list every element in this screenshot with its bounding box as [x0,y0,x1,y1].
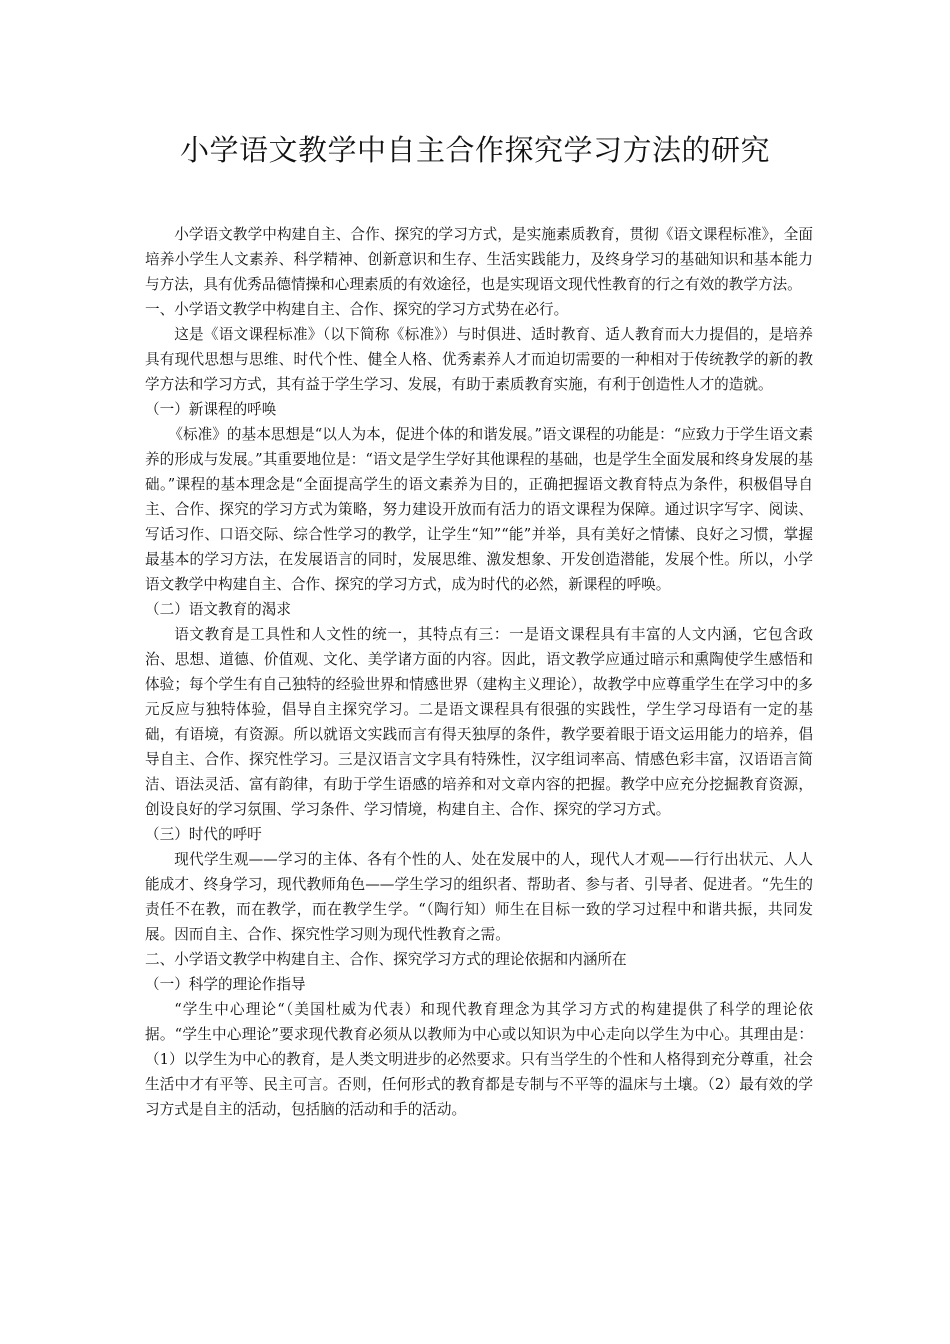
section-heading-1: 一、小学语文教学中构建自主、合作、探究的学习方式势在必行。 [145,301,569,318]
intro-paragraph: 小学语文教学中构建自主、合作、探究的学习方式，是实施素质教育，贯彻《语文课程标准》，全面培养小学生人文素养、科学精神、创新意识和生存、生活实践能力，及终身学习的基础知识和基本能力与方法，具有优秀品德情操和心理素质的有效途径，也是实现语文现代性教育的行之有效的教学方法。 [145,226,813,293]
section-1-paragraph: 这是《语文课程标准》（以下简称《标准》）与时俱进、适时教育、适人教育而大力提倡的，是培养具有现代思想与思维、时代个性、健全人格、优秀素养人才而迫切需要的一种相对于传统教学的新的教学方法和学习方式，其有益于学生学习、发展，有助于素质教育实施，有利于创造性人才的造就。 [145,326,813,393]
subsection-heading-1-1: （一）新课程的呼唤 [145,401,277,418]
section-heading-2: 二、小学语文教学中构建自主、合作、探究学习方式的理论依据和内涵所在 [145,951,627,968]
document-title: 小学语文教学中自主合作探究学习方法的研究 [179,133,770,167]
subsection-heading-2-1: （一）科学的理论作指导 [145,976,306,993]
subsection-1-3-paragraph: 现代学生观——学习的主体、各有个性的人、处在发展中的人，现代人才观——行行出状元、人人能成才、终身学习，现代教师角色——学生学习的组织者、帮助者、参与者、引导者、促进者。“先生的责任不在教，而在教学，而在教学生学。“（陶行知）师生在目标一致的学习过程中和谐共振，共同发展。因而自主、合作、探究性学习则为现代性教育之需。 [145,851,813,943]
subsection-1-2-paragraph: 语文教育是工具性和人文性的统一，其特点有三：一是语文课程具有丰富的人文内涵，它包含政治、思想、道德、价值观、文化、美学诸方面的内容。因此，语文教学应通过暗示和熏陶使学生感悟和体验；每个学生有自己独特的经验世界和情感世界（建构主义理论），故教学中应尊重学生在学习中的多元反应与独特体验，倡导自主探究学习。二是语文课程具有很强的实践性，学生学习母语有一定的基础，有语境，有资源。所以就语文实践而言有得天独厚的条件，教学要着眼于语文运用能力的培养，倡导自主、合作、探究性学习。三是汉语言文字具有特殊性，汉字组词率高、情感色彩丰富，汉语语言简洁、语法灵活、富有韵律，有助于学生语感的培养和对文章内容的把握。教学中应充分挖掘教育资源，创设良好的学习氛围、学习条件、学习情境，构建自主、合作、探究的学习方式。 [145,626,813,818]
subsection-2-1-paragraph: “学生中心理论“（美国杜威为代表）和现代教育理念为其学习方式的构建提供了科学的理论依据。“学生中心理论”要求现代教育必须从以教师为中心或以知识为中心走向以学生为中心。其理由是：（1）以学生为中心的教育，是人类文明进步的必然要求。只有当学生的个性和人格得到充分尊重，社会生活中才有平等、民主可言。否则，任何形式的教育都是专制与不平等的温床与土壤。（2）最有效的学习方式是自主的活动，包括脑的活动和手的活动。 [145,1001,813,1118]
subsection-heading-1-2: （二）语文教育的渴求 [145,601,291,618]
subsection-heading-1-3: （三）时代的呼吁 [145,826,262,843]
subsection-1-1-paragraph: 《标准》的基本思想是“以人为本，促进个体的和谐发展。”语文课程的功能是：“应致力于学生语文素养的形成与发展。”其重要地位是：“语文是学生学好其他课程的基础，也是学生全面发展和终身发展的基础。”课程的基本理念是“全面提高学生的语文素养为目的，正确把握语文教育特点为条件，积极倡导自主、合作、探究的学习方式为策略，努力建设开放而有活力的语文课程为保障。通过识字写字、阅读、写话习作、口语交际、综合性学习的教学，让学生“知”“能”并举，具有美好之情愫、良好之习惯，掌握最基本的学习方法，在发展语言的同时，发展思维、激发想象、开发创造潜能，发展个性。所以，小学语文教学中构建自主、合作、探究的学习方式，成为时代的必然，新课程的呼唤。 [145,426,813,593]
document-body [145,222,813,1122]
